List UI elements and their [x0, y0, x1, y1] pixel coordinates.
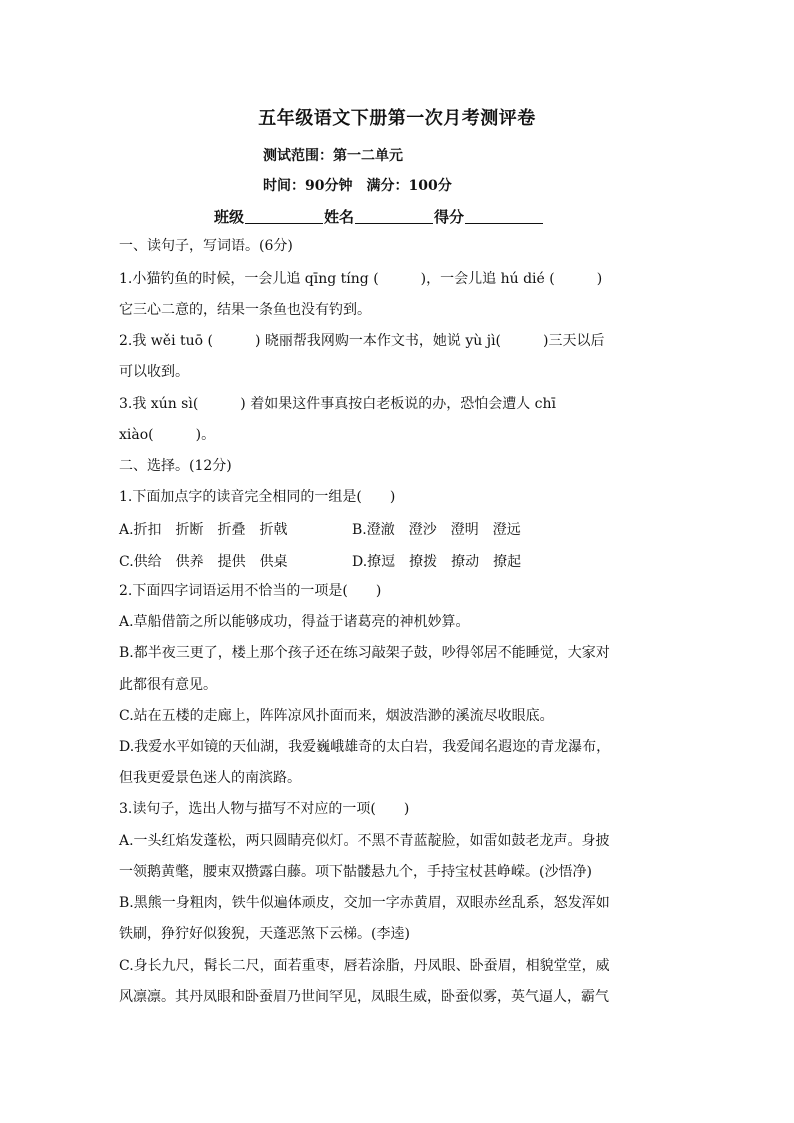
test-scope: 测试范围：第一二单元	[263, 148, 403, 164]
q1-stem: 1.下面加点字的读音完全相同的一组是( )	[119, 489, 396, 505]
s1-line: 3.我 xún sì( ) 着如果这件事真按白老板说的办，恐怕会遭人 chī	[119, 396, 557, 412]
q2-line: 此都很有意见。	[119, 677, 217, 693]
section1-heading: 一、读句子，写词语。(6分)	[119, 238, 293, 254]
time-and-score: 时间：90分钟 满分：100分	[263, 178, 452, 194]
q1-option-a: A.折扣 折断 折叠 折戟	[119, 522, 288, 538]
section2-heading: 二、选择。(12分)	[119, 458, 232, 474]
q2-line: A.草船借箭之所以能够成功，得益于诸葛亮的神机妙算。	[119, 614, 470, 630]
q3-line: B.黑熊一身粗肉，铁牛似遍体顽皮，交加一字赤黄眉，双眼赤丝乱系，怒发浑如	[119, 895, 610, 911]
page-title: 五年级语文下册第一次月考测评卷	[258, 108, 536, 129]
q2-line: B.都半夜三更了，楼上那个孩子还在练习敲架子鼓，吵得邻居不能睡觉，大家对	[119, 645, 610, 661]
s1-line: 可以收到。	[119, 364, 189, 380]
q3-stem: 3.读句子，选出人物与描写不对应的一项( )	[119, 801, 410, 817]
class-blank[interactable]	[245, 208, 323, 224]
q3-line: 风凛凛。其丹凤眼和卧蚕眉乃世间罕见，凤眼生威，卧蚕似雾，英气逼人，霸气	[119, 989, 609, 1005]
q2-stem: 2.下面四字词语运用不恰当的一项是( )	[119, 583, 382, 599]
q3-line: 铁刷，狰狞好似狻猊，天蓬恶煞下云梯。(李逵)	[119, 926, 410, 942]
q2-line: C.站在五楼的走廊上，阵阵凉风扑面而来，烟波浩渺的溪流尽收眼底。	[119, 708, 554, 724]
s1-line: xiào( )。	[119, 427, 216, 443]
score-label: 得分	[434, 208, 465, 226]
name-blank[interactable]	[355, 208, 433, 224]
q1-option-b: B.澄澈 澄沙 澄明 澄远	[352, 522, 521, 538]
class-label: 班级	[214, 208, 245, 226]
q3-line: A.一头红焰发蓬松，两只圆睛亮似灯。不黑不青蓝靛脸，如雷如鼓老龙声。身披	[119, 833, 610, 849]
q2-line: 但我更爱景色迷人的南滨路。	[119, 770, 301, 786]
score-blank[interactable]	[465, 208, 543, 224]
name-label: 姓名	[324, 208, 355, 226]
s1-line: 2.我 wěi tuō ( ) 晓丽帮我网购一本作文书，她说 yù jì( )三天以后	[119, 333, 605, 349]
q3-line: C.身长九尺，髯长二尺，面若重枣，唇若涂脂，丹凤眼、卧蚕眉，相貌堂堂，威	[119, 958, 610, 974]
s1-line: 1.小猫钓鱼的时候，一会儿追 qīng tíng ( )，一会儿追 hú dié ( )	[119, 271, 603, 287]
student-info-row	[214, 206, 544, 227]
q1-option-c: C.供给 供养 提供 供桌	[119, 554, 288, 570]
q1-option-d: D.撩逗 撩拨 撩动 撩起	[352, 554, 522, 570]
q2-line: D.我爱水平如镜的天仙湖，我爱巍峨雄奇的太白岩，我爱闻名遐迩的青龙瀑布，	[119, 739, 611, 755]
q3-line: 一领鹅黄氅，腰束双攒露白藤。项下骷髅悬九个，手持宝杖甚峥嵘。(沙悟净)	[119, 864, 592, 880]
s1-line: 它三心二意的，结果一条鱼也没有钓到。	[119, 302, 371, 318]
